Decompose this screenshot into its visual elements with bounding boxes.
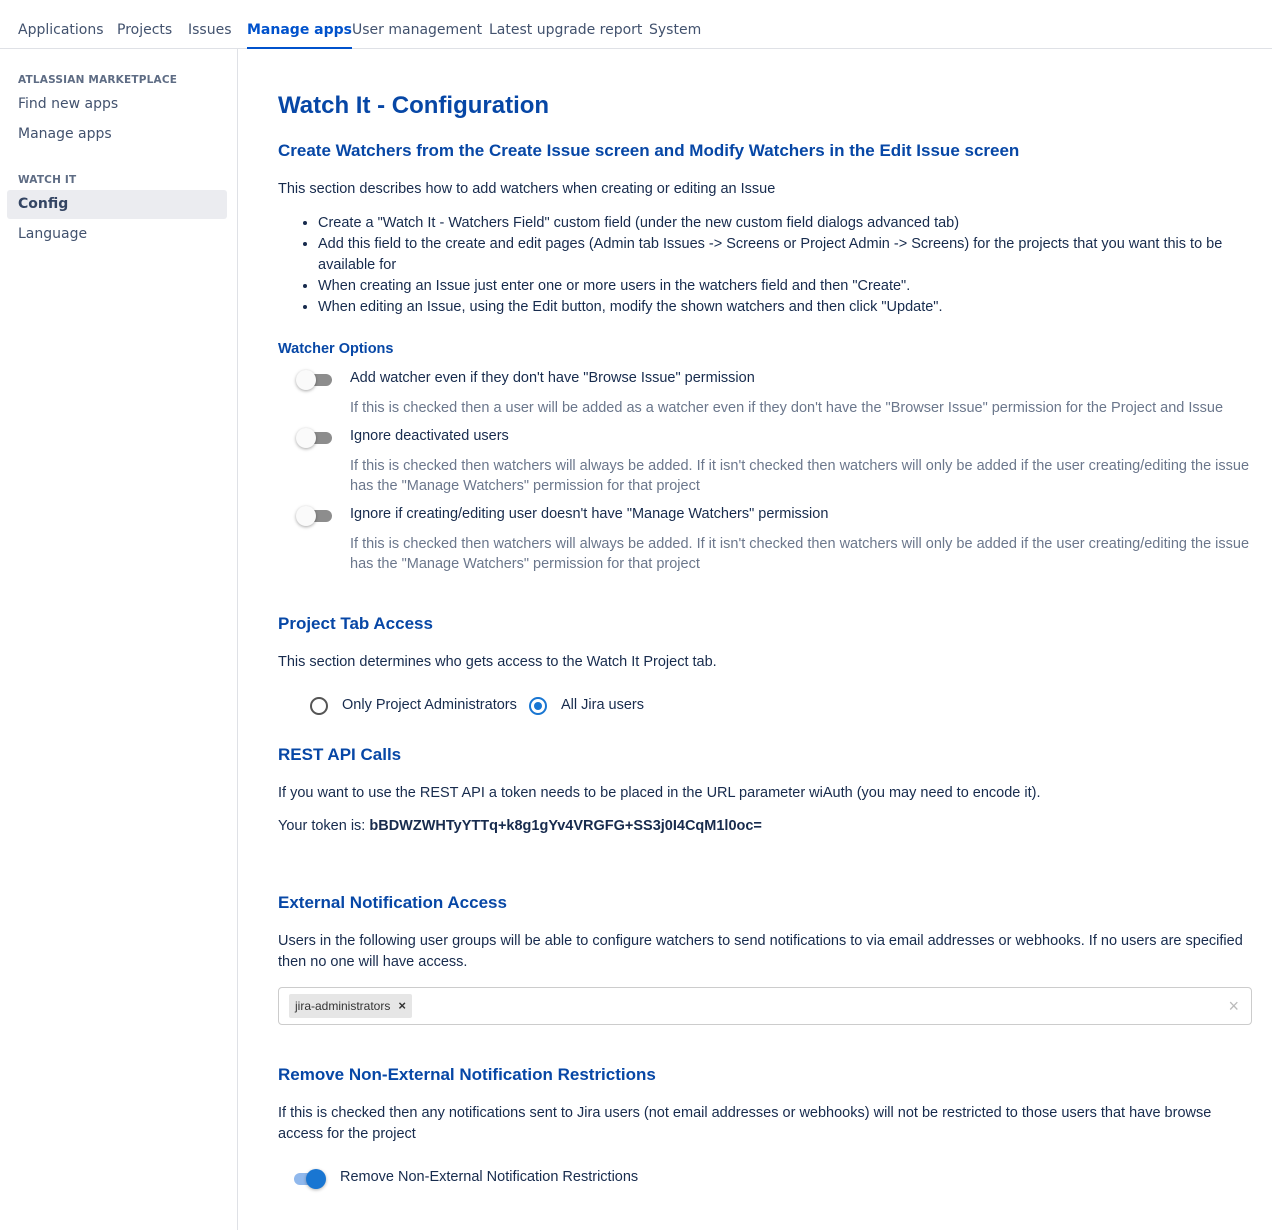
browse-permission-toggle[interactable] (296, 369, 334, 389)
manage-watchers-toggle[interactable] (296, 505, 334, 525)
remove-restrictions-label: Remove Non-External Notification Restrictions (340, 1169, 639, 1185)
remove-restrictions-toggle[interactable] (288, 1168, 326, 1188)
external-notification-description: Users in the following user groups will be able to configure watchers to send notifications to via email addresses or webhooks. If no users are specified then no one will have access. (278, 933, 1243, 970)
ignore-deactivated-label: Ignore deactivated users (350, 428, 509, 444)
list-item: • When creating an Issue just enter one or more users in the watchers field and then "Create". (318, 276, 1258, 297)
tab-system[interactable]: System (649, 22, 702, 38)
project-tab-description: This section determines who gets access to the Watch It Project tab. (278, 654, 717, 670)
manage-watchers-description: If this is checked then watchers will always be added. If it isn't checked then watchers will only be added if the user creating/editing the issue has the "Manage Watchers" permission for that project (350, 536, 1250, 572)
list-item: • Create a "Watch It - Watchers Field" custom field (under the new custom field dialogs advanced tab) (318, 213, 1258, 234)
toggle-knob (296, 506, 316, 526)
sidebar-heading-watch-it: WATCH IT (18, 174, 77, 186)
tab-projects[interactable]: Projects (117, 22, 173, 38)
manage-watchers-label: Ignore if creating/editing user doesn't have "Manage Watchers" permission (350, 506, 829, 522)
all-jira-users-label: All Jira users (561, 697, 644, 713)
only-project-admins-label: Only Project Administrators (342, 697, 517, 713)
main-content (278, 0, 1258, 1230)
tab-issues[interactable]: Issues (188, 22, 232, 38)
ignore-deactivated-toggle[interactable] (296, 427, 334, 447)
create-watchers-intro: This section describes how to add watchers when creating or editing an Issue (278, 181, 776, 197)
api-token: bBDWZWHTyYTTq+k8g1gYv4VRGFG+SS3j0I4CqM1l0oc= (369, 818, 762, 834)
sidebar-item-config[interactable]: Config (7, 190, 227, 219)
project-tab-heading: Project Tab Access (278, 614, 433, 633)
toggle-knob (306, 1169, 326, 1189)
list-item: • When editing an Issue, using the Edit button, modify the shown watchers and then click "Update". (318, 297, 1258, 318)
sidebar-item-language[interactable]: Language (18, 226, 88, 242)
group-chip (289, 994, 412, 1018)
tab-manage-apps[interactable]: Manage apps (247, 22, 353, 38)
create-watchers-heading: Create Watchers from the Create Issue screen and Modify Watchers in the Edit Issue screen (278, 141, 1020, 160)
clear-icon[interactable]: × (1228, 996, 1239, 1016)
token-line (278, 818, 762, 834)
tab-latest-upgrade-report[interactable]: Latest upgrade report (489, 22, 643, 38)
remove-restrictions-description: If this is checked then any notifications sent to Jira users (not email addresses or webhooks) will not be restricted to those users that have browse access for the project (278, 1105, 1212, 1142)
list-item: • Add this field to the create and edit pages (Admin tab Issues -> Screens or Project Admin -> Screens) for the projects that you want this to be available for (318, 234, 1258, 276)
external-notification-heading: External Notification Access (278, 893, 507, 912)
tab-applications[interactable]: Applications (18, 22, 104, 38)
sidebar-item-find-new-apps[interactable]: Find new apps (18, 96, 119, 112)
browse-permission-label: Add watcher even if they don't have "Browse Issue" permission (350, 370, 755, 386)
chip-remove-icon[interactable]: × (398, 998, 406, 1013)
group-chip-label: jira-administrators (295, 999, 391, 1013)
watcher-options-heading: Watcher Options (278, 341, 394, 357)
toggle-knob (296, 370, 316, 390)
remove-restrictions-heading: Remove Non-External Notification Restrictions (278, 1065, 656, 1084)
page-title: Watch It - Configuration (278, 92, 550, 119)
rest-api-heading: REST API Calls (278, 745, 402, 764)
sidebar-item-manage-apps[interactable]: Manage apps (18, 126, 112, 142)
tab-user-management[interactable]: User management (352, 22, 483, 38)
ignore-deactivated-description: If this is checked then watchers will always be added. If it isn't checked then watchers will only be added if the user creating/editing the issue has the "Manage Watchers" permission for that project (350, 458, 1250, 494)
toggle-knob (296, 428, 316, 448)
all-jira-users-radio[interactable] (529, 697, 547, 715)
sidebar (0, 49, 238, 1230)
rest-api-description: If you want to use the REST API a token needs to be placed in the URL parameter wiAuth (you may need to encode it). (278, 785, 1041, 801)
browse-permission-description: If this is checked then a user will be added as a watcher even if they don't have the "Browser Issue" permission for the Project and Issue (350, 400, 1224, 416)
user-groups-select[interactable] (278, 987, 1252, 1025)
create-watchers-steps (318, 213, 1258, 318)
token-label: Your token is: (278, 818, 366, 834)
sidebar-heading-marketplace: ATLASSIAN MARKETPLACE (18, 74, 178, 86)
only-project-admins-radio[interactable] (310, 697, 328, 715)
